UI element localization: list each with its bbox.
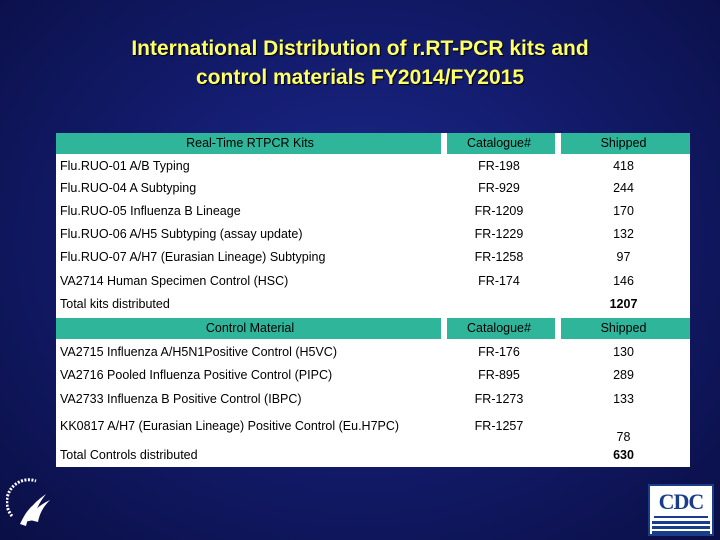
table-row xyxy=(56,177,690,199)
kit-shipped: 146 xyxy=(613,273,634,288)
kit-name: Flu.RUO-06 A/H5 Subtyping (assay update) xyxy=(60,227,303,242)
control-shipped: 289 xyxy=(613,368,634,383)
control-catalogue: FR-1273 xyxy=(474,391,524,406)
kit-name: Flu.RUO-01 A/B Typing xyxy=(60,158,190,173)
kit-name: Flu.RUO-07 A/H7 (Eurasian Lineage) Subtyping xyxy=(60,250,326,265)
table-row xyxy=(56,387,690,411)
control-name: KK0817 A/H7 (Eurasian Lineage) Positive Control (Eu.H7PC) xyxy=(60,418,400,433)
table-row xyxy=(56,340,690,364)
kit-shipped: 132 xyxy=(613,227,634,242)
controls-header-row xyxy=(56,318,690,339)
table-row xyxy=(56,155,690,177)
control-name: VA2715 Influenza A/H5N1Positive Control (H5VC) xyxy=(60,344,337,359)
control-shipped: 78 xyxy=(616,429,631,444)
table-row xyxy=(56,269,690,293)
kit-shipped: 418 xyxy=(613,158,634,173)
kit-catalogue: FR-198 xyxy=(478,158,520,173)
control-shipped: 133 xyxy=(613,391,634,406)
hhs-eagle-seal-icon xyxy=(6,476,58,528)
table-row xyxy=(56,223,690,246)
kit-catalogue: FR-174 xyxy=(478,273,520,288)
table-row xyxy=(56,364,690,387)
control-shipped: 130 xyxy=(613,344,634,359)
kit-catalogue: FR-1229 xyxy=(474,227,524,242)
controls-total-value: 630 xyxy=(613,447,634,462)
kits-total-row xyxy=(56,293,690,316)
kit-shipped: 97 xyxy=(616,250,631,265)
controls-header-name: Control Material xyxy=(205,321,295,336)
kit-catalogue: FR-929 xyxy=(478,180,520,195)
kits-total-label: Total kits distributed xyxy=(60,297,170,312)
kit-name: Flu.RUO-04 A Subtyping xyxy=(60,180,197,195)
table-row xyxy=(56,246,690,269)
cdc-logo-text: CDC xyxy=(658,489,704,514)
control-name: VA2716 Pooled Influenza Positive Control (PIPC) xyxy=(60,368,333,383)
control-catalogue: FR-176 xyxy=(478,344,520,359)
kit-catalogue: FR-1258 xyxy=(474,250,524,265)
slide-title-line1: International Distribution of r.RT-PCR kits and xyxy=(131,37,589,60)
kit-name: Flu.RUO-05 Influenza B Lineage xyxy=(60,204,241,219)
kits-total-value: 1207 xyxy=(609,297,638,312)
controls-total-label: Total Controls distributed xyxy=(60,447,198,462)
control-catalogue: FR-1257 xyxy=(474,418,524,433)
kits-header-shipped: Shipped xyxy=(600,136,647,151)
kits-header-row xyxy=(56,133,690,154)
controls-total-row xyxy=(56,445,690,465)
controls-header-catalogue: Catalogue# xyxy=(444,318,554,339)
kits-header-catalogue: Catalogue# xyxy=(444,133,554,154)
control-name: VA2733 Influenza B Positive Control (IBPC) xyxy=(60,391,302,406)
table-row xyxy=(56,200,690,223)
controls-header-shipped: Shipped xyxy=(600,321,647,336)
slide-title-line2: control materials FY2014/FY2015 xyxy=(196,66,524,89)
kit-catalogue: FR-1209 xyxy=(474,204,524,219)
kits-header-name: Real-Time RTPCR Kits xyxy=(186,136,314,151)
kit-name: VA2714 Human Specimen Control (HSC) xyxy=(60,273,289,288)
cdc-logo xyxy=(648,484,714,536)
kit-shipped: 244 xyxy=(613,180,634,195)
distribution-table xyxy=(56,133,690,467)
kit-shipped: 170 xyxy=(613,204,634,219)
control-catalogue: FR-895 xyxy=(478,368,520,383)
control-shipped-row xyxy=(56,427,690,447)
slide-title xyxy=(40,34,680,92)
